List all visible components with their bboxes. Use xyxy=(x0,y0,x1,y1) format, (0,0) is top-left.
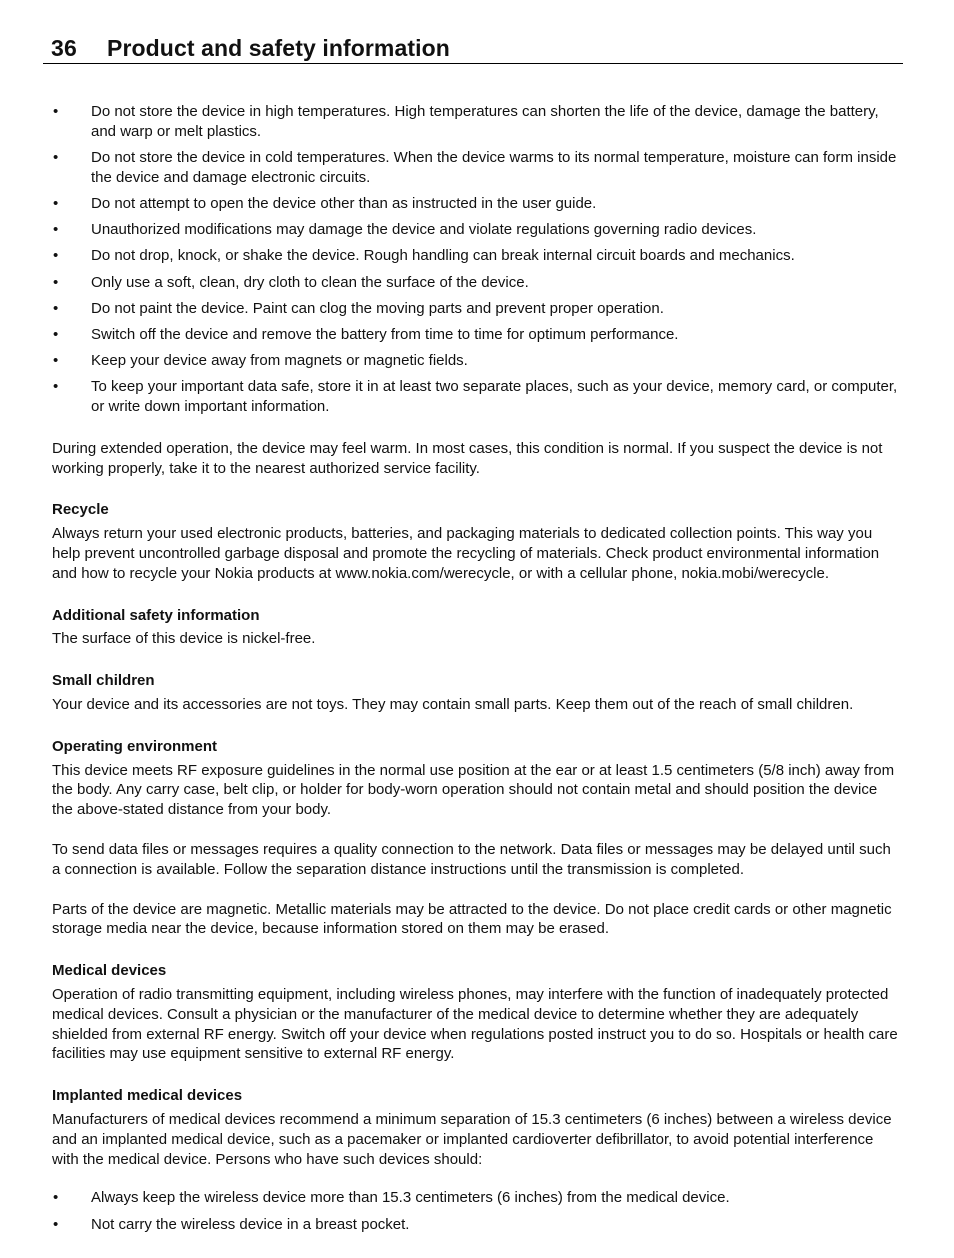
section-body: Parts of the device are magnetic. Metallic materials may be attracted to the device. Do not place credit cards or other magnetic storage media near the device, because information stored on them may be erased. xyxy=(52,900,892,938)
bullet-icon: • xyxy=(53,378,59,396)
list-item: • Switch off the device and remove the battery from time to time for optimum performance. xyxy=(53,325,679,343)
bullet-icon: • xyxy=(53,299,59,317)
section-heading: Medical devices xyxy=(52,962,167,980)
section-medical-devices xyxy=(52,961,898,1064)
section-body: Your device and its accessories are not toys. They may contain small parts. Keep them out of the reach of small children. xyxy=(52,696,854,714)
bullet-icon: • xyxy=(53,1189,59,1207)
page-number: 36 xyxy=(51,35,77,61)
section-recycle xyxy=(52,500,898,583)
list-item: • Do not attempt to open the device other than as instructed in the user guide. xyxy=(53,194,597,212)
section-body: Operation of radio transmitting equipment, including wireless phones, may interfere with the function of inadequately protected medical devices. Consult a physician or the manufacturer of the medical device to determine whether they are adequately shielded from external RF energy. Switch off your device when regulations posted instruct you to do so. Hospitals or health care facilities may use equipment sensitive to external RF energy. xyxy=(52,986,898,1063)
page-title: Product and safety information xyxy=(107,35,450,61)
list-item: • Only use a soft, clean, dry cloth to clean the surface of the device. xyxy=(53,273,529,291)
section-body: To send data files or messages requires a quality connection to the network. Data files or messages may be delayed until such a connection is available. Follow the separation distance instructions until the transmission is completed. xyxy=(52,841,891,878)
bullet-icon: • xyxy=(53,148,59,166)
bullet-icon: • xyxy=(53,221,59,239)
list-item: • Do not store the device in cold temperatures. When the device warms to its normal temperature, moisture can form inside the device and damage electronic circuits. xyxy=(53,148,897,186)
list-item: • Do not drop, knock, or shake the device. Rough handling can break internal circuit boards and mechanics. xyxy=(53,247,795,265)
section-body: Always return your used electronic products, batteries, and packaging materials to dedicated collection points. This way you help prevent uncontrolled garbage disposal and promote the recycling of materials. Check product environmental information and how to recycle your Nokia products at www.nokia.com/werecycle, or with a cellular phone, nokia.mobi/werecycle. xyxy=(52,525,880,582)
bullet-icon: • xyxy=(53,352,59,370)
page-content xyxy=(52,102,898,1241)
bullet-icon: • xyxy=(53,247,59,265)
section-heading: Implanted medical devices xyxy=(52,1087,243,1105)
section-implanted-medical-devices xyxy=(52,1086,898,1234)
section-operating-environment xyxy=(52,737,898,939)
page-header xyxy=(43,32,903,64)
list-item: • To keep your important data safe, store it in at least two separate places, such as your device, memory card, or computer, or write down important information. xyxy=(53,378,898,416)
operation-note: During extended operation, the device may feel warm. In most cases, this condition is normal. If you suspect the device is not working properly, take it to the nearest authorized service facility. xyxy=(52,439,883,477)
implant-bullet-list xyxy=(52,1188,898,1234)
bullet-icon: • xyxy=(53,194,59,212)
list-item: • Not carry the wireless device in a breast pocket. xyxy=(53,1215,410,1233)
section-body: Manufacturers of medical devices recommend a minimum separation of 15.3 centimeters (6 inches) between a wireless device and an implanted medical device, such as a pacemaker or implanted cardioverter defibrillator, to avoid potential interference with the medical device. Persons who have such devices should: xyxy=(52,1111,892,1168)
list-item: • Always keep the wireless device more than 15.3 centimeters (6 inches) from the medical device. xyxy=(53,1189,730,1207)
care-bullet-list xyxy=(52,102,898,417)
bullet-icon: • xyxy=(53,1215,59,1233)
section-small-children xyxy=(52,671,898,715)
bullet-icon: • xyxy=(53,325,59,343)
list-item: • Do not paint the device. Paint can clog the moving parts and prevent proper operation. xyxy=(53,299,664,317)
bullet-icon: • xyxy=(53,103,59,120)
section-body: The surface of this device is nickel-free. xyxy=(52,630,316,648)
section-additional-safety xyxy=(52,606,898,650)
list-item: • Unauthorized modifications may damage the device and violate regulations governing radio devices. xyxy=(53,221,757,239)
section-body: This device meets RF exposure guidelines in the normal use position at the ear or at least 1.5 centimeters (5/8 inch) away from the body. Any carry case, belt clip, or holder for body-worn operation should not contain metal and should position the device the above-stated distance from your body. xyxy=(52,761,895,819)
section-heading: Recycle xyxy=(52,501,109,519)
bullet-icon: • xyxy=(53,273,59,291)
section-heading: Small children xyxy=(52,672,155,690)
section-heading: Additional safety information xyxy=(52,606,260,624)
list-item: • Keep your device away from magnets or magnetic fields. xyxy=(53,352,468,370)
list-item: • Do not store the device in high temperatures. High temperatures can shorten the life of the device, damage the battery, and warp or melt plastics. xyxy=(53,103,879,140)
section-heading: Operating environment xyxy=(52,737,218,755)
